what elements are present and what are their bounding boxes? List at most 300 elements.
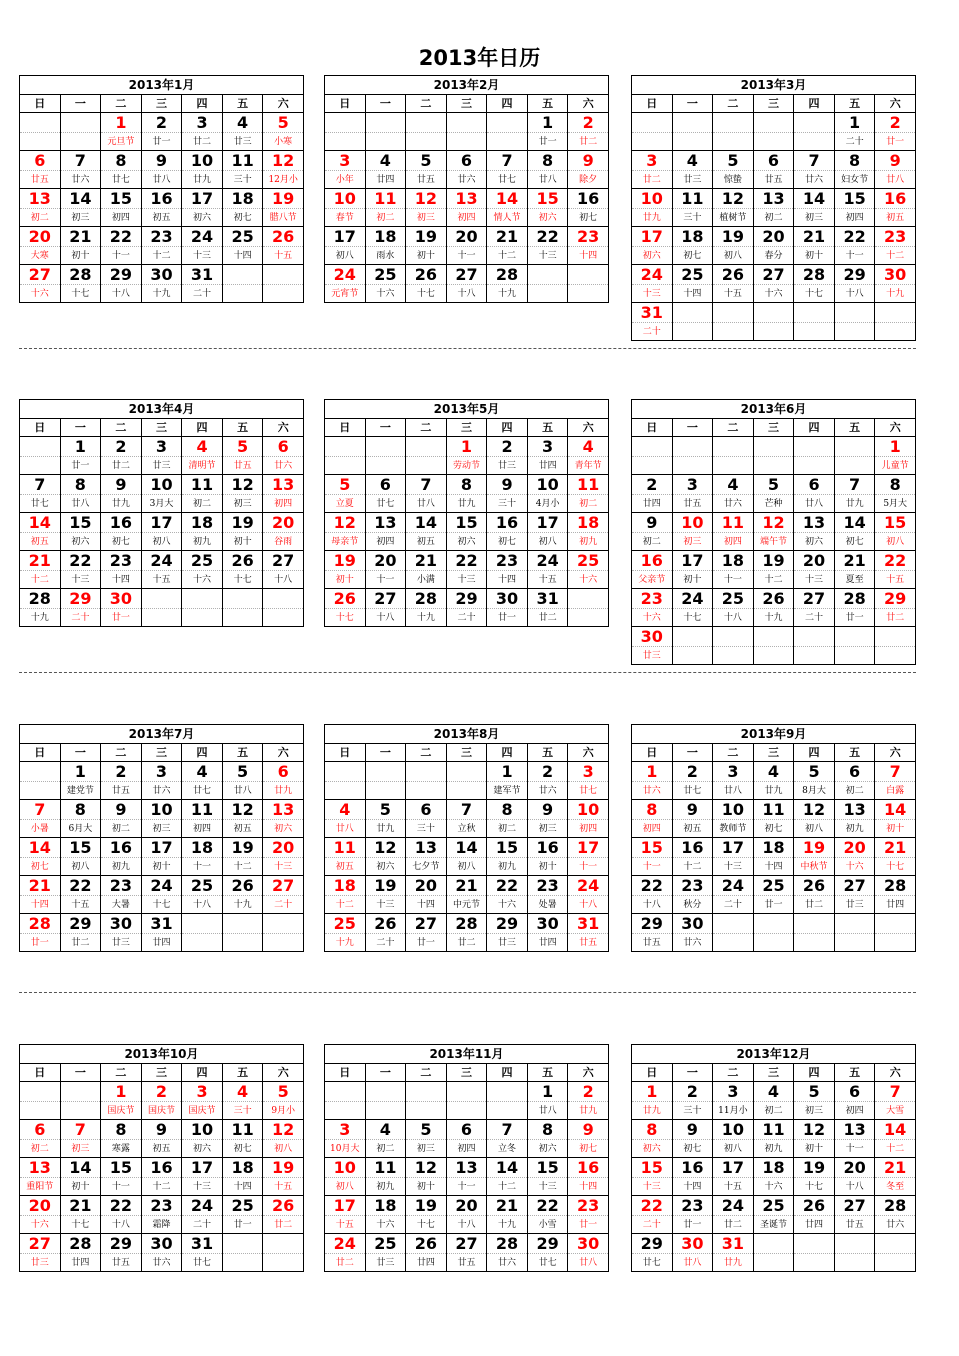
- day-number: 29: [60, 914, 101, 934]
- day-number: 7: [487, 1120, 528, 1140]
- day-number: 6: [794, 475, 835, 495]
- empty-cell: [365, 762, 406, 782]
- lunar-label: 十七: [141, 896, 182, 914]
- lunar-label: 情人节: [487, 209, 528, 227]
- day-number: 19: [794, 838, 835, 858]
- day-number: 14: [446, 838, 487, 858]
- lunar-label: 十八: [365, 609, 406, 627]
- weekday-header: 日: [632, 419, 673, 437]
- day-number: 27: [834, 876, 875, 896]
- day-number: 19: [406, 1196, 447, 1216]
- empty-cell: [20, 437, 61, 457]
- day-number: 16: [672, 838, 713, 858]
- day-number: 27: [263, 876, 304, 896]
- lunar-label: 初十: [222, 533, 263, 551]
- day-number: 10: [141, 475, 182, 495]
- day-number: 20: [834, 838, 875, 858]
- empty-cell: [60, 113, 101, 133]
- lunar-label: 初四: [101, 209, 142, 227]
- day-number: 24: [713, 1196, 754, 1216]
- lunar-label: 十二: [222, 858, 263, 876]
- day-number: 21: [60, 1196, 101, 1216]
- day-number: 23: [487, 551, 528, 571]
- day-number: 22: [101, 227, 142, 247]
- day-number: 9: [875, 151, 916, 171]
- weekday-header: 一: [365, 1064, 406, 1082]
- weekday-header: 二: [101, 1064, 142, 1082]
- empty-cell: [325, 1082, 366, 1102]
- empty-cell: [632, 133, 673, 151]
- lunar-label: 廿六: [141, 782, 182, 800]
- lunar-label: 十九: [487, 1216, 528, 1234]
- day-number: 10: [672, 513, 713, 533]
- day-number: 22: [527, 1196, 568, 1216]
- lunar-label: 初六: [446, 533, 487, 551]
- lunar-label: 廿五: [753, 171, 794, 189]
- lunar-label: 初六: [794, 533, 835, 551]
- weekday-header: 六: [263, 1064, 304, 1082]
- weekday-header: 五: [834, 95, 875, 113]
- day-number: 3: [568, 762, 609, 782]
- day-number: 5: [365, 800, 406, 820]
- lunar-label: 廿四: [406, 1254, 447, 1272]
- day-number: 8: [834, 151, 875, 171]
- lunar-label: 三十: [672, 209, 713, 227]
- day-number: 21: [60, 227, 101, 247]
- lunar-label: 初十: [794, 1140, 835, 1158]
- lunar-label: 廿一: [406, 934, 447, 952]
- lunar-label: 初八: [713, 247, 754, 265]
- day-number: 31: [713, 1234, 754, 1254]
- lunar-label: 清明节: [182, 457, 223, 475]
- day-number: 24: [325, 1234, 366, 1254]
- lunar-label: 十五: [713, 1178, 754, 1196]
- lunar-label: 十六: [365, 285, 406, 303]
- empty-cell: [794, 133, 835, 151]
- lunar-label: 廿六: [487, 1254, 528, 1272]
- weekday-header: 日: [325, 1064, 366, 1082]
- day-number: 2: [672, 762, 713, 782]
- weekday-header: 四: [182, 419, 223, 437]
- lunar-label: 初三: [406, 209, 447, 227]
- lunar-label: 6月大: [60, 820, 101, 838]
- lunar-label: 初二: [182, 495, 223, 513]
- empty-cell: [834, 914, 875, 934]
- day-number: 2: [141, 1082, 182, 1102]
- day-number: 10: [141, 800, 182, 820]
- weekday-header: 四: [487, 1064, 528, 1082]
- month-calendar: [631, 399, 916, 661]
- day-number: 31: [141, 914, 182, 934]
- month-calendar: [631, 75, 916, 337]
- weekday-header: 六: [263, 744, 304, 762]
- empty-cell: [713, 457, 754, 475]
- day-number: 9: [568, 151, 609, 171]
- lunar-label: 三十: [406, 820, 447, 838]
- day-number: 2: [672, 1082, 713, 1102]
- empty-cell: [20, 113, 61, 133]
- day-number: 23: [141, 227, 182, 247]
- weekday-header: 二: [406, 95, 447, 113]
- day-number: 29: [446, 589, 487, 609]
- month-table: [19, 1044, 304, 1272]
- empty-cell: [568, 609, 609, 627]
- empty-cell: [406, 1082, 447, 1102]
- day-number: 30: [875, 265, 916, 285]
- day-number: 3: [325, 1120, 366, 1140]
- day-number: 30: [568, 1234, 609, 1254]
- day-number: 1: [632, 762, 673, 782]
- day-number: 16: [632, 551, 673, 571]
- lunar-label: 十九: [875, 285, 916, 303]
- lunar-label: 廿六: [446, 171, 487, 189]
- day-number: 11: [222, 151, 263, 171]
- day-number: 8: [60, 800, 101, 820]
- lunar-label: 十九: [141, 285, 182, 303]
- day-number: 24: [632, 265, 673, 285]
- day-number: 8: [875, 475, 916, 495]
- lunar-label: 初七: [222, 1140, 263, 1158]
- day-number: 15: [632, 1158, 673, 1178]
- lunar-label: 廿四: [527, 457, 568, 475]
- lunar-label: 廿二: [263, 1216, 304, 1234]
- day-number: 4: [365, 1120, 406, 1140]
- empty-cell: [182, 609, 223, 627]
- lunar-label: 12月小: [263, 171, 304, 189]
- day-number: 27: [794, 589, 835, 609]
- day-number: 19: [222, 838, 263, 858]
- weekday-header: 五: [222, 419, 263, 437]
- lunar-label: 3月大: [141, 495, 182, 513]
- day-number: 30: [487, 589, 528, 609]
- lunar-label: 十三: [527, 247, 568, 265]
- lunar-label: 廿八: [527, 1102, 568, 1120]
- empty-cell: [222, 914, 263, 934]
- day-number: 15: [101, 189, 142, 209]
- day-number: 14: [794, 189, 835, 209]
- lunar-label: 廿六: [263, 457, 304, 475]
- lunar-label: 初五: [141, 209, 182, 227]
- lunar-label: 十六: [182, 571, 223, 589]
- month-title: 2013年6月: [632, 400, 916, 419]
- lunar-label: 十七: [406, 285, 447, 303]
- day-number: 8: [527, 1120, 568, 1140]
- lunar-label: 初三: [406, 1140, 447, 1158]
- lunar-label: 十六: [753, 285, 794, 303]
- lunar-label: 除夕: [568, 171, 609, 189]
- lunar-label: 廿九: [182, 171, 223, 189]
- lunar-label: 建党节: [60, 782, 101, 800]
- lunar-label: 廿四: [632, 495, 673, 513]
- day-number: 21: [487, 1196, 528, 1216]
- day-number: 27: [365, 589, 406, 609]
- month-table: [19, 724, 304, 952]
- day-number: 2: [568, 1082, 609, 1102]
- empty-cell: [794, 303, 835, 323]
- lunar-label: 初三: [794, 209, 835, 227]
- day-number: 7: [20, 800, 61, 820]
- lunar-label: 十二: [325, 896, 366, 914]
- lunar-label: 廿七: [568, 782, 609, 800]
- empty-cell: [182, 934, 223, 952]
- empty-cell: [325, 133, 366, 151]
- lunar-label: 廿一: [141, 133, 182, 151]
- day-number: 6: [263, 762, 304, 782]
- lunar-label: 雨水: [365, 247, 406, 265]
- lunar-label: 十三: [794, 571, 835, 589]
- weekday-header: 六: [875, 744, 916, 762]
- day-number: 2: [527, 762, 568, 782]
- lunar-label: 十一: [632, 858, 673, 876]
- lunar-label: 初七: [487, 533, 528, 551]
- weekday-header: 三: [753, 419, 794, 437]
- day-number: 9: [527, 800, 568, 820]
- lunar-label: 芒种: [753, 495, 794, 513]
- lunar-label: 廿五: [446, 1254, 487, 1272]
- month-table: [19, 399, 304, 627]
- lunar-label: 三十: [672, 1102, 713, 1120]
- day-number: 4: [182, 762, 223, 782]
- lunar-label: 初八: [325, 1178, 366, 1196]
- lunar-label: 初九: [365, 1178, 406, 1196]
- lunar-label: 廿八: [141, 171, 182, 189]
- lunar-label: 十九: [487, 285, 528, 303]
- lunar-label: 初四: [834, 209, 875, 227]
- lunar-label: 廿八: [325, 820, 366, 838]
- day-number: 13: [834, 800, 875, 820]
- day-number: 15: [632, 838, 673, 858]
- empty-cell: [753, 457, 794, 475]
- day-number: 4: [365, 151, 406, 171]
- lunar-label: 廿五: [568, 934, 609, 952]
- empty-cell: [20, 457, 61, 475]
- day-number: 5: [263, 1082, 304, 1102]
- lunar-label: 十六: [834, 858, 875, 876]
- lunar-label: 十八: [263, 571, 304, 589]
- day-number: 11: [568, 475, 609, 495]
- weekday-header: 六: [875, 419, 916, 437]
- day-number: 19: [325, 551, 366, 571]
- lunar-label: 5月大: [875, 495, 916, 513]
- day-number: 3: [325, 151, 366, 171]
- empty-cell: [672, 303, 713, 323]
- day-number: 11: [365, 1158, 406, 1178]
- day-number: 26: [794, 876, 835, 896]
- empty-cell: [753, 303, 794, 323]
- empty-cell: [875, 914, 916, 934]
- lunar-label: 廿六: [527, 782, 568, 800]
- lunar-label: 十四: [222, 1178, 263, 1196]
- lunar-label: 小雪: [527, 1216, 568, 1234]
- day-number: 19: [406, 227, 447, 247]
- lunar-label: 廿三: [222, 133, 263, 151]
- empty-cell: [875, 303, 916, 323]
- lunar-label: 廿九: [834, 495, 875, 513]
- day-number: 28: [875, 1196, 916, 1216]
- day-number: 27: [753, 265, 794, 285]
- lunar-label: 小寒: [263, 133, 304, 151]
- day-number: 18: [182, 513, 223, 533]
- day-number: 7: [487, 151, 528, 171]
- empty-cell: [672, 647, 713, 665]
- empty-cell: [875, 1234, 916, 1254]
- empty-cell: [834, 627, 875, 647]
- day-number: 1: [101, 113, 142, 133]
- day-number: 21: [446, 876, 487, 896]
- day-number: 28: [487, 1234, 528, 1254]
- empty-cell: [60, 1082, 101, 1102]
- lunar-label: 廿二: [101, 457, 142, 475]
- empty-cell: [182, 914, 223, 934]
- day-number: 1: [527, 113, 568, 133]
- day-number: 22: [527, 227, 568, 247]
- day-number: 11: [672, 189, 713, 209]
- empty-cell: [182, 589, 223, 609]
- day-number: 1: [101, 1082, 142, 1102]
- empty-cell: [672, 457, 713, 475]
- lunar-label: 十一: [182, 858, 223, 876]
- empty-cell: [632, 457, 673, 475]
- day-number: 25: [365, 265, 406, 285]
- lunar-label: 植树节: [713, 209, 754, 227]
- empty-cell: [263, 934, 304, 952]
- day-number: 27: [20, 1234, 61, 1254]
- lunar-label: 父亲节: [632, 571, 673, 589]
- weekday-header: 六: [263, 95, 304, 113]
- day-number: 23: [141, 1196, 182, 1216]
- lunar-label: 初六: [632, 247, 673, 265]
- month-calendar: [19, 75, 304, 299]
- lunar-label: 十六: [365, 1216, 406, 1234]
- day-number: 16: [487, 513, 528, 533]
- weekday-header: 二: [713, 1064, 754, 1082]
- day-number: 11: [182, 800, 223, 820]
- lunar-label: 初八: [60, 858, 101, 876]
- day-number: 7: [20, 475, 61, 495]
- weekday-header: 日: [632, 95, 673, 113]
- lunar-label: 初七: [568, 1140, 609, 1158]
- lunar-label: 十二: [753, 571, 794, 589]
- lunar-label: 十七: [794, 285, 835, 303]
- empty-cell: [487, 113, 528, 133]
- empty-cell: [713, 133, 754, 151]
- empty-cell: [713, 303, 754, 323]
- weekday-header: 一: [60, 95, 101, 113]
- day-number: 12: [406, 189, 447, 209]
- lunar-label: 初三: [141, 820, 182, 838]
- lunar-label: 初五: [406, 533, 447, 551]
- lunar-label: 廿九: [632, 1102, 673, 1120]
- day-number: 4: [325, 800, 366, 820]
- weekday-header: 四: [487, 744, 528, 762]
- lunar-label: 十七: [60, 1216, 101, 1234]
- lunar-label: 廿九: [632, 209, 673, 227]
- lunar-label: 廿四: [794, 1216, 835, 1234]
- empty-cell: [325, 437, 366, 457]
- lunar-label: 初十: [141, 858, 182, 876]
- lunar-label: 十四: [487, 571, 528, 589]
- lunar-label: 初十: [406, 247, 447, 265]
- day-number: 8: [446, 475, 487, 495]
- lunar-label: 廿三: [20, 1254, 61, 1272]
- day-number: 14: [20, 513, 61, 533]
- lunar-label: 初五: [875, 209, 916, 227]
- empty-cell: [713, 934, 754, 952]
- day-number: 19: [365, 876, 406, 896]
- empty-cell: [20, 782, 61, 800]
- month-table: [631, 724, 916, 952]
- empty-cell: [753, 647, 794, 665]
- lunar-label: 十八: [834, 1178, 875, 1196]
- lunar-label: 廿八: [406, 495, 447, 513]
- weekday-header: 四: [182, 95, 223, 113]
- day-number: 27: [406, 914, 447, 934]
- day-number: 29: [632, 1234, 673, 1254]
- day-number: 5: [406, 1120, 447, 1140]
- lunar-label: 初五: [222, 820, 263, 838]
- lunar-label: 廿六: [60, 171, 101, 189]
- lunar-label: 初五: [20, 533, 61, 551]
- lunar-label: 初九: [487, 858, 528, 876]
- lunar-label: 三十: [487, 495, 528, 513]
- day-number: 3: [141, 437, 182, 457]
- weekday-header: 四: [794, 744, 835, 762]
- day-number: 13: [446, 1158, 487, 1178]
- lunar-label: 初四: [365, 533, 406, 551]
- lunar-label: 11月小: [713, 1102, 754, 1120]
- lunar-label: 十二: [20, 571, 61, 589]
- empty-cell: [20, 1102, 61, 1120]
- day-number: 25: [753, 1196, 794, 1216]
- day-number: 5: [263, 113, 304, 133]
- lunar-label: 初二: [632, 533, 673, 551]
- lunar-label: 二十: [182, 285, 223, 303]
- month-title: 2013年4月: [20, 400, 304, 419]
- day-number: 14: [60, 189, 101, 209]
- weekday-header: 二: [713, 419, 754, 437]
- day-number: 18: [222, 189, 263, 209]
- lunar-label: 十八: [568, 896, 609, 914]
- day-number: 26: [325, 589, 366, 609]
- lunar-label: 二十: [794, 609, 835, 627]
- lunar-label: 十七: [406, 1216, 447, 1234]
- lunar-label: 劳动节: [446, 457, 487, 475]
- lunar-label: 十六: [20, 1216, 61, 1234]
- empty-cell: [263, 285, 304, 303]
- day-number: 17: [672, 551, 713, 571]
- lunar-label: 廿二: [794, 896, 835, 914]
- lunar-label: 廿一: [222, 1216, 263, 1234]
- day-number: 13: [263, 800, 304, 820]
- lunar-label: 夏至: [834, 571, 875, 589]
- weekday-header: 六: [568, 419, 609, 437]
- lunar-label: 廿九: [446, 495, 487, 513]
- day-number: 6: [446, 151, 487, 171]
- empty-cell: [20, 1082, 61, 1102]
- day-number: 23: [568, 227, 609, 247]
- day-number: 24: [568, 876, 609, 896]
- lunar-label: 十三: [182, 1178, 223, 1196]
- day-number: 13: [20, 1158, 61, 1178]
- empty-cell: [794, 1254, 835, 1272]
- empty-cell: [794, 457, 835, 475]
- day-number: 20: [834, 1158, 875, 1178]
- day-number: 4: [672, 151, 713, 171]
- month-calendar: [324, 399, 609, 623]
- day-number: 7: [794, 151, 835, 171]
- month-calendar: [631, 1044, 916, 1268]
- day-number: 4: [222, 113, 263, 133]
